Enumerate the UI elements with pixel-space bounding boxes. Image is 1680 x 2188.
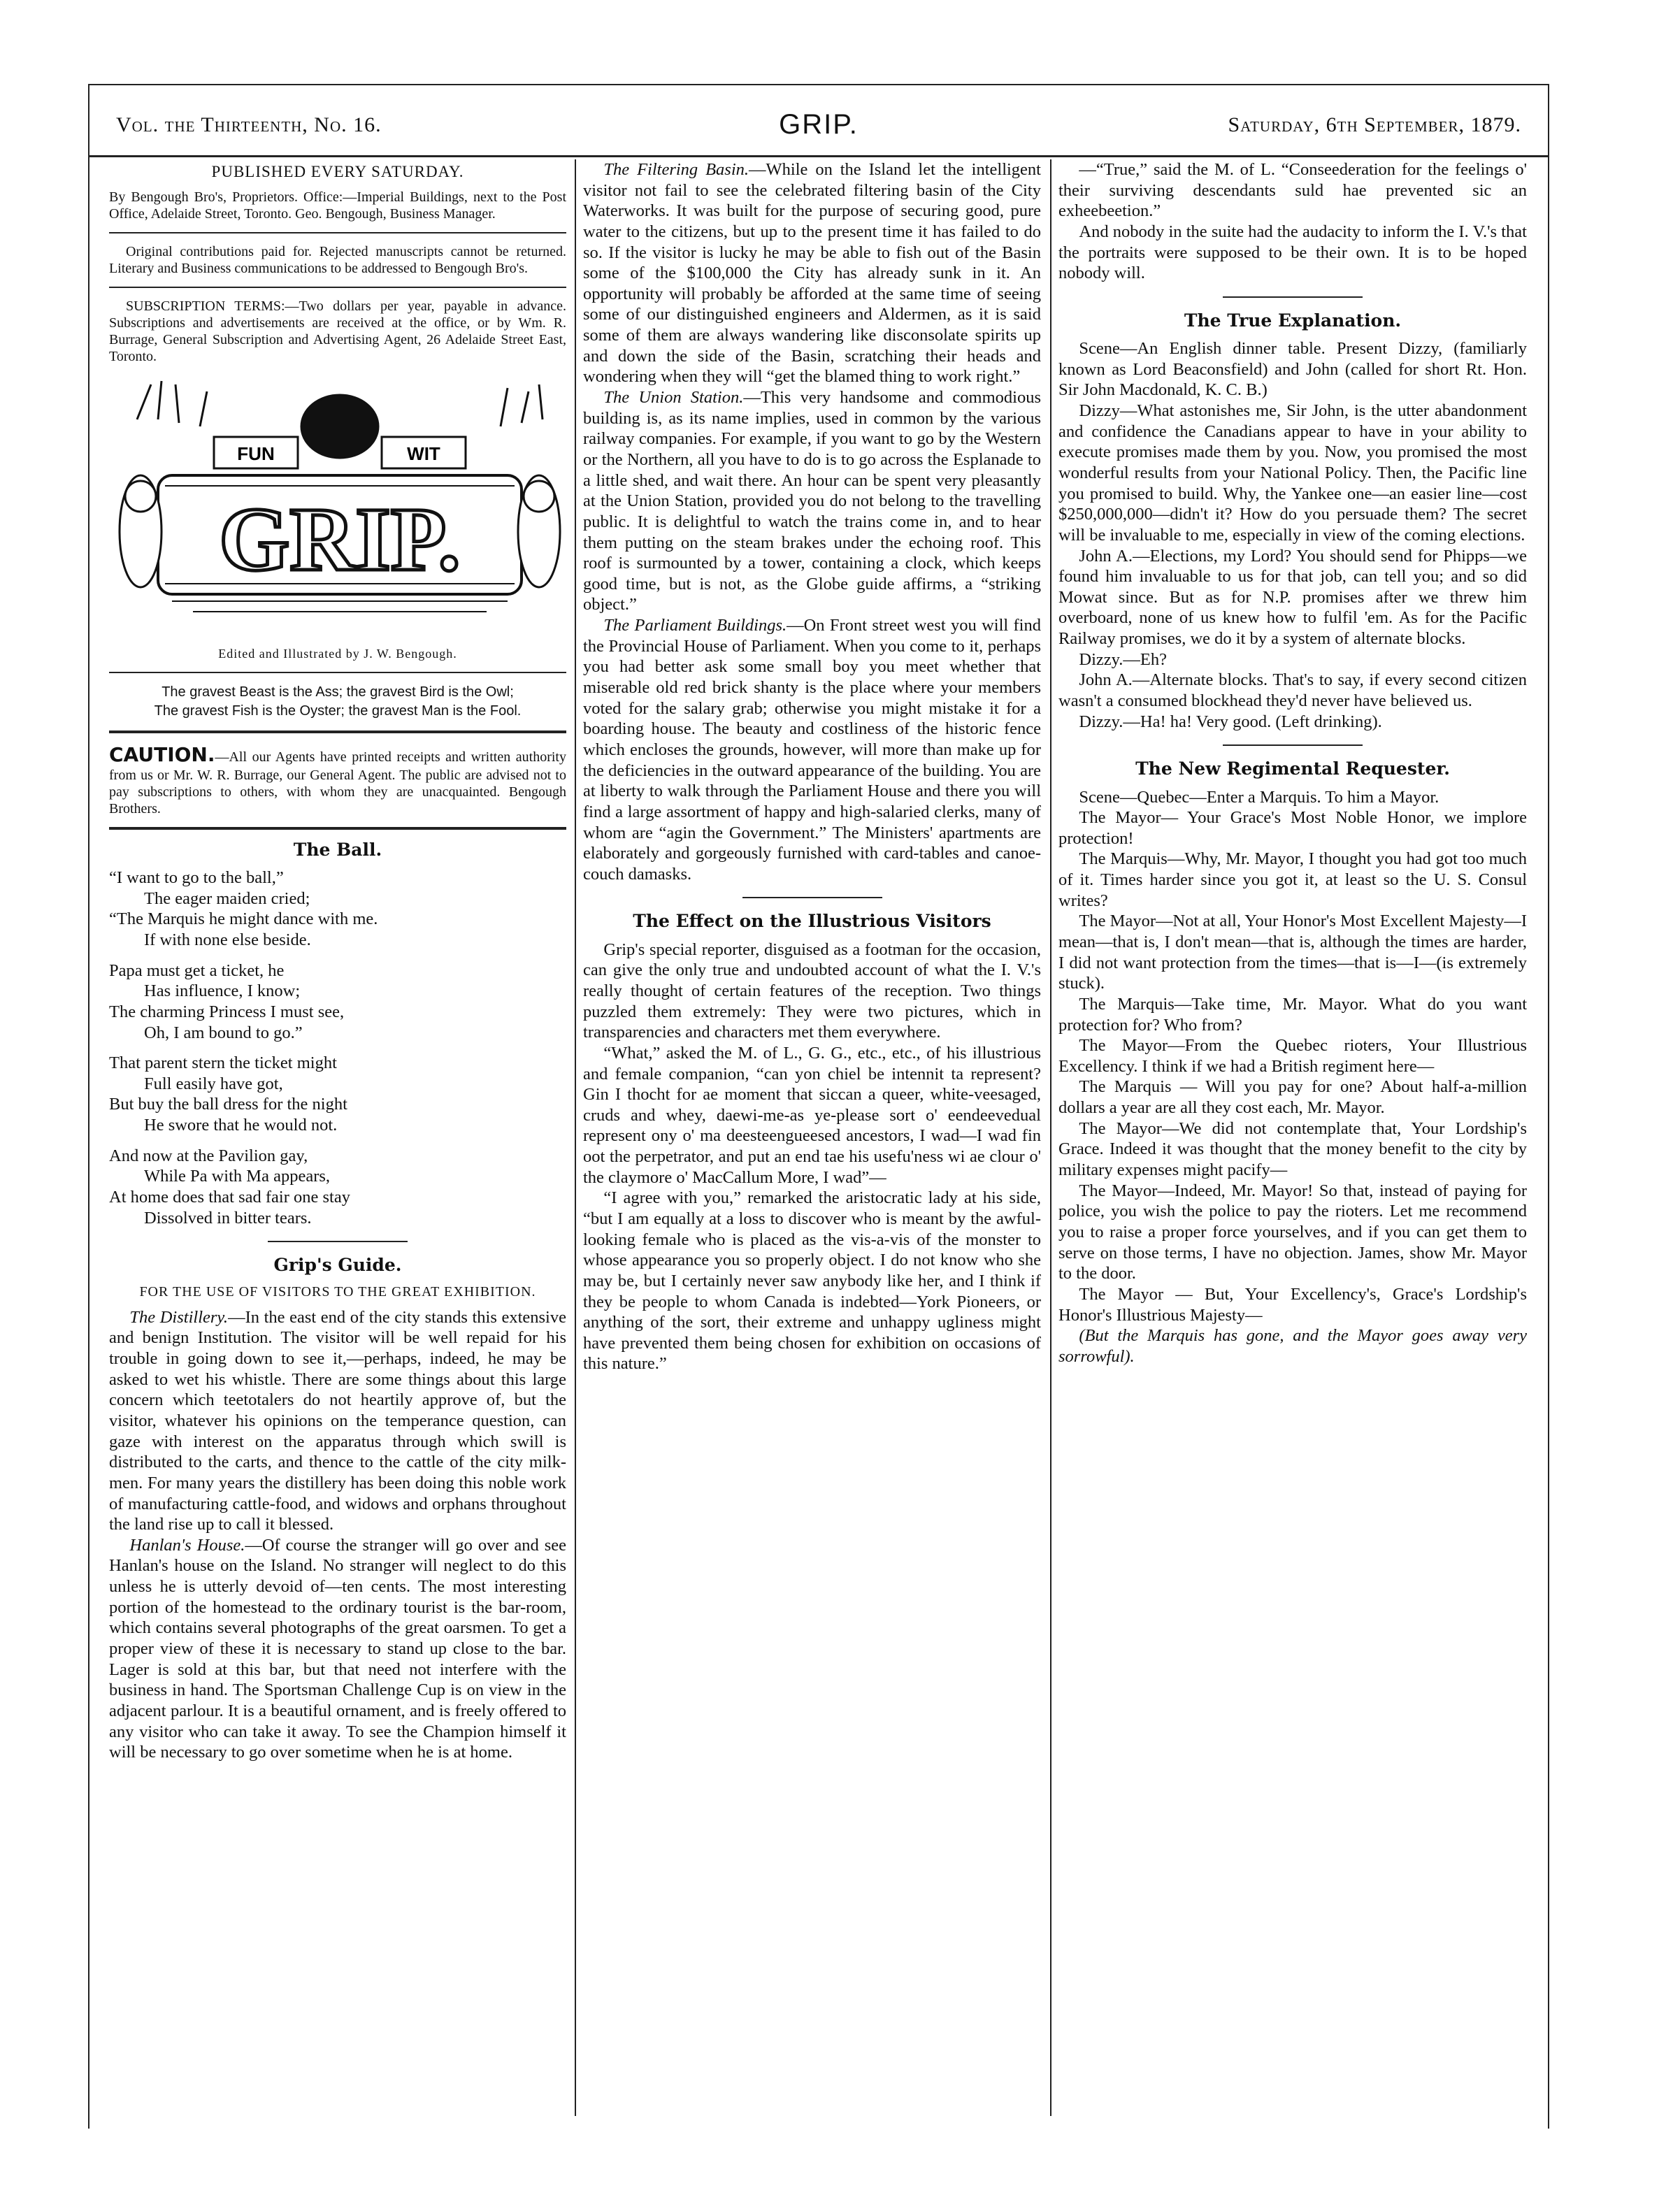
dialogue-line: The Mayor — But, Your Excellency's, Grace's Lordship's Honor's Illustrious Majesty— [1058, 1284, 1527, 1325]
column-rule [575, 159, 576, 2116]
effect-paragraph: —“True,” said the M. of L. “Conseederation for the feelings o' their surviving descendants suld hae prevented sic an exheebeetion.” [1058, 160, 1527, 221]
logo-title: GRIP. [219, 489, 461, 590]
poem-stanza [109, 1053, 566, 1136]
effect-title: The Effect on the Illustrious Visitors [633, 911, 991, 932]
poem-line: If with none else beside. [144, 930, 311, 949]
poem-line: But buy the ball dress for the night [109, 1095, 347, 1114]
newspaper-title: GRIP. [779, 109, 859, 140]
true-explanation-title: The True Explanation. [1184, 310, 1402, 331]
volume-number: Vol. the Thirteenth, No. 16. [116, 113, 382, 136]
dialogue-line: Dizzy.—Eh? [1079, 649, 1168, 669]
divider [109, 287, 566, 288]
divider [109, 730, 566, 733]
poem-line: That parent stern the ticket might [109, 1053, 337, 1073]
poem-line: The charming Princess I must see, [109, 1002, 345, 1021]
station-heading: The Union Station. [603, 388, 744, 408]
poem-stanza [109, 960, 566, 1044]
poem-line: Dissolved in bitter tears. [144, 1208, 312, 1228]
dialogue-line: The Marquis — Will you pay for one? About half-a-million dollars a year are all they cost each, Mr. Mayor. [1058, 1077, 1527, 1118]
hanlan-heading: Hanlan's House. [129, 1535, 245, 1555]
page-header [88, 84, 1549, 157]
parliament-heading: The Parliament Buildings. [603, 616, 787, 635]
ball-title: The Ball. [293, 839, 382, 860]
effect-paragraph: Grip's special reporter, disguised as a footman for the occasion, can give the only true and undoubted account of what the I. V.'s really thought of certain features of the reception. Two things puzzled them extremely: They were two pictures, which in transparencies and characters met them everywhere. [583, 940, 1041, 1042]
dialogue-line: Dizzy—What astonishes me, Sir John, is the utter abandonment and confidence the Canadians appear to have in your ability to execute promises made them by you. Now, you promised the most wonderful results from your National Policy. Then, the Pacific line you promised to build. Why, the Yankee one—an easier line—cost $250,000,000—didn't it? How do you persuade them? The secret will be invaluable to me, especially in view of the coming elections. [1058, 401, 1527, 545]
divider [742, 897, 882, 898]
logo-banner-right: WIT [407, 442, 440, 464]
dialogue-line: The Mayor—From the Quebec rioters, Your Illustrious Excellency. I think if we had a British regiment here— [1058, 1036, 1527, 1076]
caution-heading: CAUTION. [109, 743, 215, 767]
poem-line: Full easily have got, [144, 1074, 283, 1093]
station-paragraph [583, 387, 1041, 615]
effect-paragraph: “What,” asked the M. of L., G. G., etc., etc., of his illustrious and female companion, “can yon chiel be intennit ta represent? Gin I thocht for ae moment that siccan a queer, white-veesaged, cruds and whey, daewi-me-as ye-please sort o' eendeevedual represent ony o' ma deesteengueesed ancestors, I wad—I wad fin oot the perpetrator, and put an end tae his usefu'ness wi ae clour o' the claymore o' MacCallum More, I wad”— [583, 1043, 1041, 1187]
column-rule [1050, 159, 1051, 2116]
divider [1223, 296, 1363, 298]
poem-line: While Pa with Ma appears, [144, 1167, 331, 1186]
effect-paragraph: “I agree with you,” remarked the aristocratic lady at his side, “but I am equally at a loss to discover who is meant by the awful-looking female who is placed as the vis-a-vis of the monster to whose appearance you so properly object. I do not know who she may be, but I certainly never saw anybody like her, and I think if they be people to whom Canada is indebted—York Pioneers, or anything of the sort, their extreme and unhappy ugliness might have prevented them being chosen for exhibition on occasions of this nature.” [583, 1188, 1041, 1374]
grip-logo [109, 370, 566, 636]
station-text: —This very handsome and commodious building is, as its name implies, used in common by the various railway companies. For example, if you want to go by the Western or the Northern, all you have to do is to go across the Esplanade to a little shed, and wait there. An hour can be spent very pleasantly at the Union Station, provided you do not belong to the travelling public. It is delightful to watch the trains come in, and to hear them putting on the steam brakes under the echoing roof. This roof is surmounted by a tower, containing a clock, which keeps good time, but is not, as the Globe guide affirms, a “striking object.” [583, 388, 1041, 614]
divider [268, 1241, 408, 1242]
hanlan-text: —Of course the stranger will go over and see Hanlan's house on the Island. No stranger will neglect to do this unless he is utterly devoid of—ten cents. The most interesting portion of the homestead to the ordinary tourist is the bar-room, which contains several photographs of the great oarsmen. To get a proper view of these it is necessary to stand up close to the bar. Lager is sold at this bar, but that need not interfere with the business in hand. The Sportsman Challenge Cup is on view in the adjacent parlour. It is a beautiful ornament, and is freely offered to any visitor who can take it away. To see the Champion himself it will be necessary to go over sometime when he is at home. [109, 1535, 566, 1762]
dialogue-line: John A.—Alternate blocks. That's to say, if every second citizen wasn't a consumed blockhead they'd never have believed us. [1058, 670, 1527, 710]
caution-text: —All our Agents have printed receipts and written authority from us or Mr. W. R. Burrage, our General Agent. The public are advised not to pay subscriptions to others, with whom they are unacquainted. Bengough Brothers. [109, 749, 566, 816]
column-3 [1058, 159, 1527, 2116]
issue-date: Saturday, 6th September, 1879. [1228, 113, 1521, 136]
parliament-text: —On Front street west you will find the Provincial House of Parliament. When you come to it, perhaps you had better ask some small boy you meet whether that miserable old red brick shanty is the place where your members voted for the salary grab; otherwise you might mistake it for a boarding house. The beauty and costliness of the historic fence which encloses the grounds, however, will more than make up for the deficiencies in the outward appearance of the building. You are at liberty to walk through the Parliament House and there you will find a large assortment of happy and high-salaried clerks, many of whom are “agin the Government.” The Ministers' apartments are elaborately and gorgeously furnished with card-tables and canoe-couch damasks. [583, 616, 1041, 884]
dialogue-line: The Mayor— Your Grace's Most Noble Honor, we implore protection! [1058, 808, 1527, 848]
proprietors-notice: By Bengough Bro's, Proprietors. Office:—Imperial Buildings, next to the Post Office, Adelaide Street, Toronto. Geo. Bengough, Business Manager. [109, 189, 566, 222]
distillery-paragraph [109, 1307, 566, 1535]
poem-line: And now at the Pavilion gay, [109, 1146, 308, 1165]
dialogue-line: The Marquis—Take time, Mr. Mayor. What do you want protection for? Who from? [1058, 994, 1527, 1035]
poem-line: Oh, I am bound to go.” [144, 1023, 303, 1042]
published-line: PUBLISHED EVERY SATURDAY. [211, 163, 464, 180]
poem-stanza [109, 868, 566, 951]
guide-title: Grip's Guide. [273, 1255, 402, 1276]
poem-line: He swore that he would not. [144, 1116, 338, 1135]
requester-title: The New Regimental Requester. [1135, 758, 1450, 779]
dialogue-line: The Mayor—We did not contemplate that, Your Lordship's Grace. Indeed it was thought that the money benefit to the city by military expenses might pacify— [1058, 1118, 1527, 1180]
motto-line-2: The gravest Fish is the Oyster; the gravest Man is the Fool. [154, 703, 522, 719]
poem-line: “The Marquis he might dance with me. [109, 909, 378, 929]
newspaper-page [88, 84, 1549, 2129]
effect-paragraph: And nobody in the suite had the audacity to inform the I. V.'s that the portraits were supposed to be their own. It is to be hoped nobody will. [1058, 222, 1527, 283]
dialogue-line: John A.—Elections, my Lord? You should send for Phipps—we found him invaluable to us for that job, can tell you; and so did Mowat since. But as for N.P. promises after we threw him overboard, none of us knew how to fulfil 'em. As for the Pacific Railway promises, we do it by a system of alternate blocks. [1058, 546, 1527, 649]
divider [109, 827, 566, 830]
ball-poem [109, 868, 566, 1228]
parliament-paragraph [583, 615, 1041, 884]
basin-paragraph [583, 159, 1041, 387]
basin-text: —While on the Island let the intelligent visitor not fail to see the celebrated filtering basin of the City Waterworks. It was built for the purpose of securing good, pure water to the citizens, but up to the present time it has failed to do so. If the visitor is lucky he may be able to fish out of the Basin some of the $100,000 the City has already sunk in it. An opportunity will probably be afforded at the same time of seeing some of our distinguished engineers and Aldermen, as it is said some of them are always wandering like disconsolate spirits up and down the side of the Basin, scratching their heads and wondering when they will “get the blamed thing to work right.” [583, 160, 1041, 387]
dialogue-line: The Marquis—Why, Mr. Mayor, I thought you had got too much of it. Times harder since you got it, at least so the U. S. Consul writes? [1058, 849, 1527, 910]
editor-credit: Edited and Illustrated by J. W. Bengough. [218, 647, 457, 661]
divider [1223, 744, 1363, 746]
column-1 [109, 159, 566, 2116]
distillery-text: —In the east end of the city stands this extensive and benign Institution. The visitor will be well repaid for his trouble in going down to see it,—perhaps, indeed, he may be asked to wet his whistle. There are some things about this large concern which teetotalers do not heartily approve of, but the visitor, whatever his opinions on the temperance question, can gaze with interest on the apparatus through which swill is distributed to the carts, and thence to the cattle of the city milk-men. For many years the distillery has been doing this noble work of manufacturing cattle-food, and widows and orphans throughout the land rise up to call it blessed. [109, 1307, 566, 1534]
poem-line: “I want to go to the ball,” [109, 868, 284, 888]
poem-line: Has influence, I know; [144, 981, 301, 1001]
basin-heading: The Filtering Basin. [603, 160, 749, 179]
distillery-heading: The Distillery. [129, 1307, 229, 1327]
dialogue-line: The Mayor—Not at all, Your Honor's Most Excellent Majesty—I mean—that is, I don't mean—that is, although the times are harder, I did not want protection from the times—that is—I—(is extremely stuck). [1058, 912, 1527, 993]
column-2 [583, 159, 1041, 2116]
dialogue-line: The Mayor—Indeed, Mr. Mayor! So that, instead of paying for police, you wish the police to pay the rioters. Let me recommend you to raise a proper force yourselves, and if you can get them to serve on those terms, I have no objection. James, show Mr. Mayor to the door. [1058, 1181, 1527, 1283]
poem-line: The eager maiden cried; [144, 888, 310, 908]
scene-direction: Scene—Quebec—Enter a Marquis. To him a Mayor. [1079, 787, 1440, 807]
poem-stanza [109, 1146, 566, 1229]
subscription-notice: SUBSCRIPTION TERMS:—Two dollars per year, payable in advance. Subscriptions and advertisements are received at the office, or by Wm. R. Burrage, General Subscription and Advertising Agent, 26 Adelaide Street East, Toronto. [109, 298, 566, 364]
motto-line-1: The gravest Beast is the Ass; the gravest Bird is the Owl; [161, 684, 514, 700]
poem-line: At home does that sad fair one stay [109, 1188, 350, 1207]
stage-direction: (But the Marquis has gone, and the Mayor goes away very sorrowful). [1058, 1326, 1527, 1366]
dialogue-line: Dizzy.—Ha! ha! Very good. (Left drinking). [1079, 712, 1382, 731]
logo-banner-left: FUN [237, 442, 275, 464]
contributions-notice: Original contributions paid for. Rejected manuscripts cannot be returned. Literary and Business communications to be addressed to Bengough Bro's. [109, 243, 566, 276]
scene-direction: Scene—An English dinner table. Present Dizzy, (familiarly known as Lord Beaconsfield) and John (called for short Rt. Hon. Sir John Macdonald, K. C. B.) [1058, 339, 1527, 400]
hanlan-paragraph [109, 1535, 566, 1763]
divider [109, 232, 566, 233]
guide-subtitle: FOR THE USE OF VISITORS TO THE GREAT EXHIBITION. [139, 1283, 536, 1300]
poem-line: Papa must get a ticket, he [109, 960, 285, 980]
divider [109, 672, 566, 673]
